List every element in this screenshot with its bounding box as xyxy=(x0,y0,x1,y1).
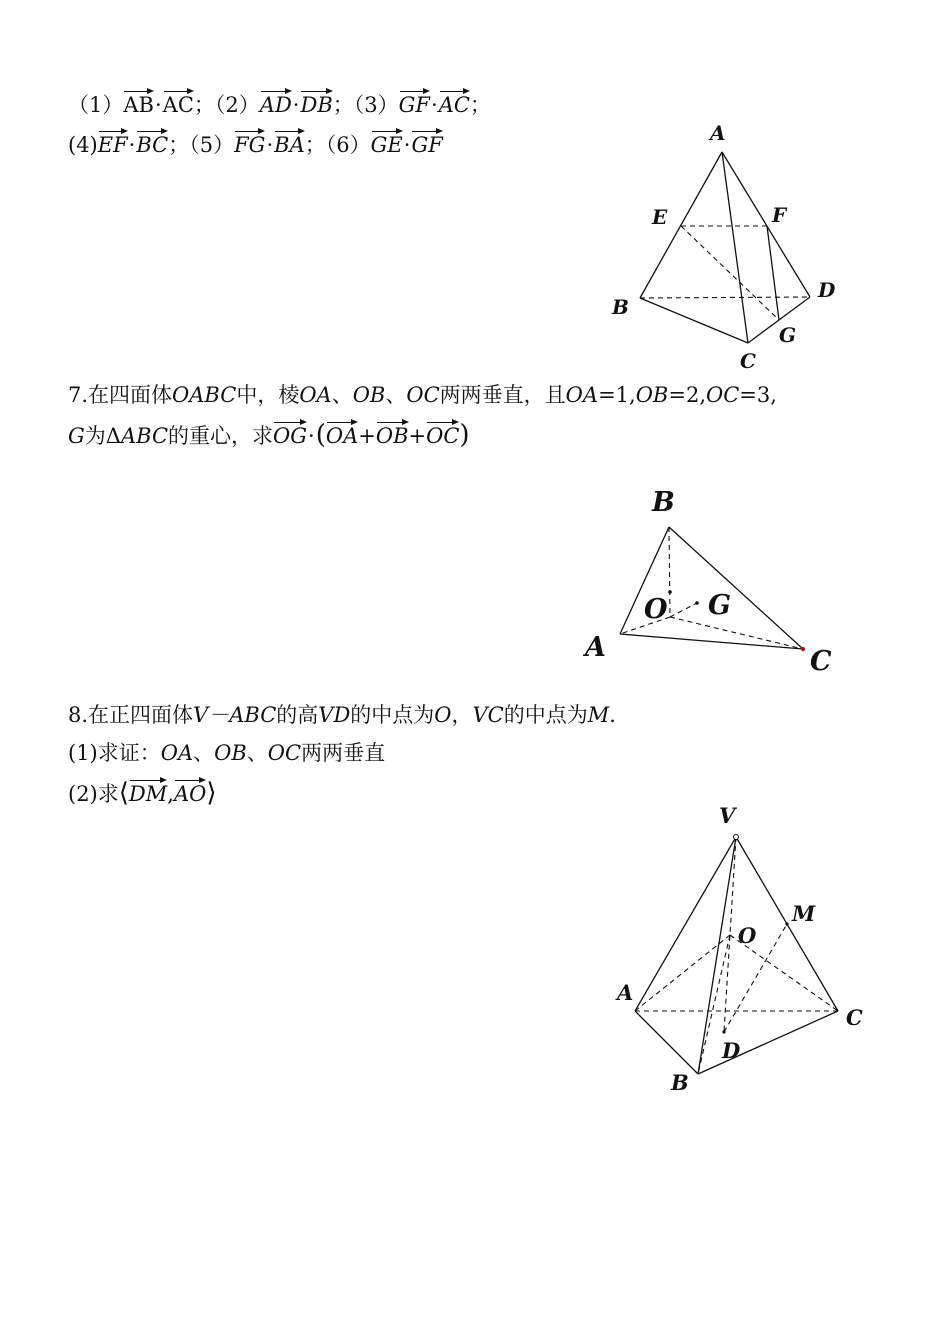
point-d-mark xyxy=(722,1030,725,1033)
q8-oc: OC xyxy=(267,741,302,765)
label-o: O xyxy=(738,923,757,948)
vector-db: DB xyxy=(300,90,332,120)
vector-fg: FG xyxy=(234,130,265,160)
q7-text-b: 为Δ xyxy=(84,424,121,448)
q6-part1-label: （1） xyxy=(68,93,124,117)
edge-ob-hidden xyxy=(669,527,670,617)
label-g: G xyxy=(779,323,797,347)
edge-bc xyxy=(640,298,748,343)
vector-oa: OA xyxy=(326,421,358,451)
edge-ac xyxy=(722,152,748,343)
segment-eg-hidden xyxy=(681,226,779,320)
edge-ac xyxy=(620,634,803,649)
q8-sep2: 、 xyxy=(246,741,268,765)
edge-ab xyxy=(635,1011,698,1074)
label-a: A xyxy=(617,980,634,1005)
q8-line2 xyxy=(68,738,385,768)
q7-line1 xyxy=(68,380,777,410)
vector-ge: GE xyxy=(371,130,403,160)
label-c: C xyxy=(810,646,832,677)
q7-oc: OC xyxy=(406,383,440,407)
q7-line2: G为ΔABC的重心，求OG·(OA+OB+OC) xyxy=(68,420,470,450)
label-d: D xyxy=(818,278,836,302)
q8-oa: OA xyxy=(160,741,194,765)
q6-part2-label: ；（2） xyxy=(193,93,260,117)
q6-part4-label: (4) xyxy=(68,133,98,157)
segment-fg xyxy=(767,226,779,320)
point-g-mark xyxy=(695,601,699,605)
q8-text-i: 的中点为 xyxy=(503,703,588,727)
label-b: B xyxy=(671,1070,689,1095)
q8-comma: ， xyxy=(451,703,473,727)
vector-ad: AD xyxy=(260,90,292,120)
q7-oa: OA xyxy=(299,383,332,407)
q6-line2: (4)EF·BC；（5）FG·BA；（6）GE·GF xyxy=(68,130,443,160)
point-m-mark xyxy=(785,922,788,925)
vector-bc: BC xyxy=(136,130,168,160)
q7-eq2: =2, xyxy=(668,383,706,407)
q7-sep1: 、 xyxy=(331,383,353,407)
q8-o: O xyxy=(434,703,452,727)
figure-tetrahedron-abcd xyxy=(600,115,850,373)
figure-tetrahedron-oabc xyxy=(580,480,850,680)
vector-ob: OB xyxy=(376,421,409,451)
q7-oc-2: OC xyxy=(706,383,740,407)
q8-m: M xyxy=(587,703,610,727)
q7-ob: OB xyxy=(352,383,386,407)
q8-ob: OB xyxy=(214,741,247,765)
point-o-mark xyxy=(668,590,672,594)
q7-text-i: 两两垂直，且 xyxy=(439,383,566,407)
label-m: M xyxy=(792,901,816,926)
vector-gf-2: GF xyxy=(411,130,442,160)
label-g: G xyxy=(708,590,732,621)
q8-sep1: 、 xyxy=(193,741,215,765)
q6-line1: （1）AB·AC；（2）AD·DB；（3）GF·AC； xyxy=(68,90,491,120)
label-b: B xyxy=(612,295,629,319)
q8-period: . xyxy=(609,703,616,727)
label-f: F xyxy=(772,203,787,227)
vector-ao: AO xyxy=(174,779,206,809)
q8-text-e: 的中点为 xyxy=(350,703,435,727)
q7-ob-2: OB xyxy=(635,383,669,407)
height-vd-hidden xyxy=(724,837,736,1032)
vector-og: OG xyxy=(273,421,307,451)
q8-line1 xyxy=(68,700,616,730)
label-e: E xyxy=(652,205,668,229)
q7-oabc: OABC xyxy=(172,383,237,407)
q6-line1-end: ； xyxy=(469,93,491,117)
label-c: C xyxy=(846,1005,863,1030)
point-c-mark xyxy=(801,647,805,651)
vector-ef: EF xyxy=(98,130,128,160)
edge-ad xyxy=(722,152,810,297)
vector-oc: OC xyxy=(426,421,459,451)
vector-ab: AB xyxy=(123,90,154,120)
label-c: C xyxy=(740,349,756,373)
q7-text-d: 的重心，求 xyxy=(168,424,274,448)
q7-g: G xyxy=(68,424,85,448)
q6-part5-label: ；（5） xyxy=(168,133,235,157)
label-a: A xyxy=(585,632,606,663)
point-v-mark xyxy=(734,835,739,840)
vector-ba: BA xyxy=(274,130,305,160)
segment-og-hidden xyxy=(670,603,697,617)
q7-abc: ABC xyxy=(120,424,169,448)
figure-tetrahedron-vabc xyxy=(600,795,870,1095)
q7-oa-2: OA xyxy=(565,383,599,407)
q7-sep2: 、 xyxy=(385,383,407,407)
vector-gf: GF xyxy=(399,90,430,120)
q8-text-a: 8.在正四面体 xyxy=(68,703,194,727)
edge-va xyxy=(635,837,736,1011)
q8-vc: VC xyxy=(472,703,504,727)
q8-text-g: 两两垂直 xyxy=(301,741,386,765)
label-v: V xyxy=(719,803,736,828)
edge-bc xyxy=(698,1011,838,1074)
vector-ac-2: AC xyxy=(439,90,470,120)
q7-eq3: =3, xyxy=(739,383,777,407)
label-b: B xyxy=(652,487,675,518)
q6-part6-label: ；（6） xyxy=(304,133,371,157)
q7-text-c: 中，棱 xyxy=(236,383,300,407)
q8-line3: (2)求⟨DM,AO⟩ xyxy=(68,778,217,808)
edge-bc xyxy=(669,527,803,649)
q6-part3-label: ；（3） xyxy=(332,93,399,117)
label-o: O xyxy=(644,594,668,625)
q8-part2-label: (2)求 xyxy=(68,782,119,806)
q7-eq1: =1, xyxy=(598,383,636,407)
label-d: D xyxy=(722,1038,741,1063)
vector-ac: AC xyxy=(163,90,194,120)
segment-ao-hidden xyxy=(635,935,730,1011)
label-a: A xyxy=(710,121,726,145)
q8-text-c: 的高 xyxy=(276,703,319,727)
q8-vd: VD xyxy=(318,703,351,727)
q8-part1-label: (1)求证： xyxy=(68,741,161,765)
edge-bd-hidden xyxy=(640,297,810,298)
vector-dm: DM xyxy=(129,779,167,809)
q7-text-a: 7.在四面体 xyxy=(68,383,173,407)
q8-vabc: V－ABC xyxy=(193,703,277,727)
